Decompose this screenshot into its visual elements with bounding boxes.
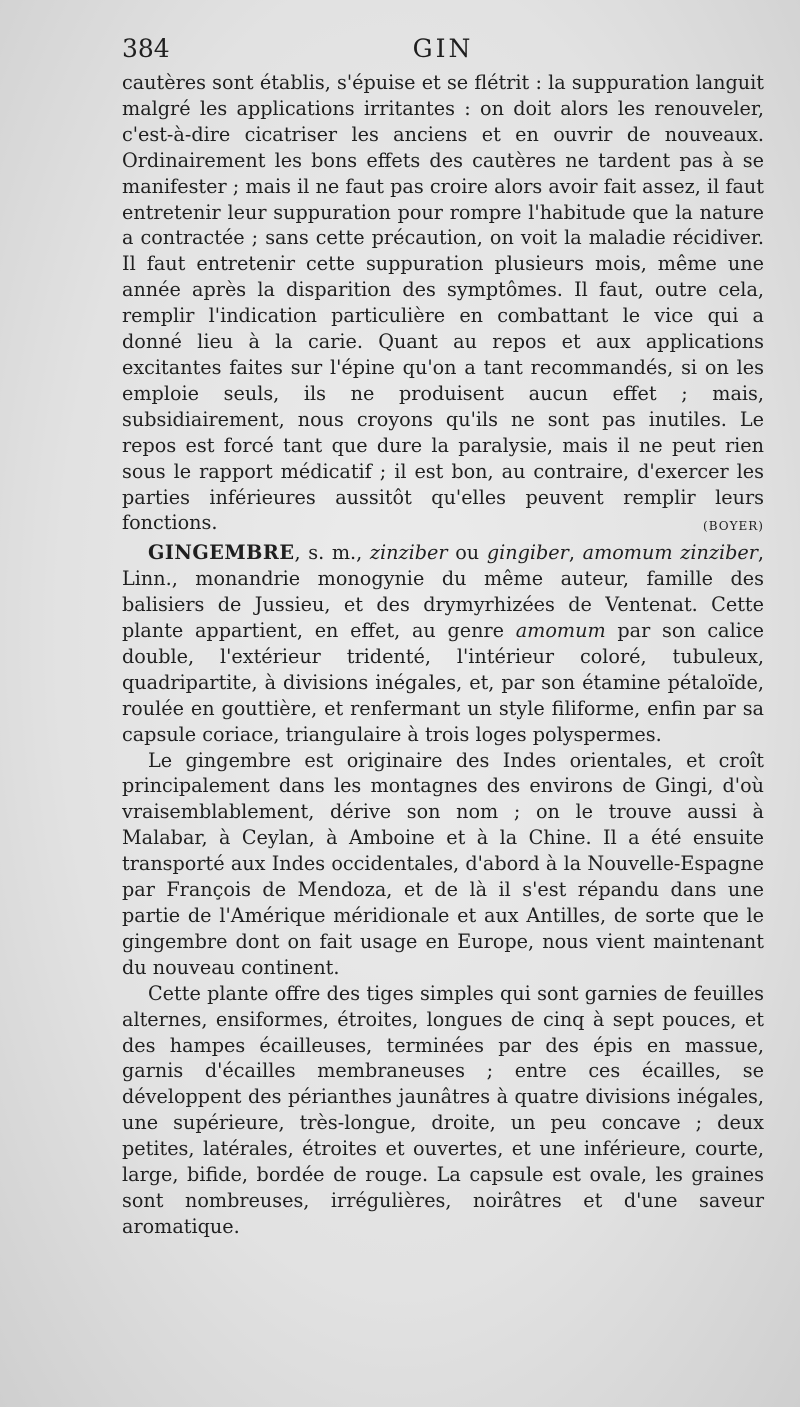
page-number: 384: [122, 34, 170, 63]
entry-text: , s. m.,: [294, 541, 370, 565]
latin-name: amomum zinziber: [582, 541, 758, 565]
running-head: GIN: [412, 34, 474, 63]
entry-text: par son calice double, l'extérieur tridenté, l'intérieur coloré, tubuleux, quadripartite, à divisions inégales, et, par son étamine pétaloïde, roulée en gouttière, et renfermant un style filiforme, enfin par sa capsule coriace, triangulaire à trois loges polyspermes.: [122, 619, 764, 746]
paragraph-description: Cette plante offre des tiges simples qui sont garnies de feuilles alternes, ensiformes, étroites, longues de cinq à sept pouces, et des hampes écailleuses, terminées par des épis en massue, garnis d'écailles membraneuses ; entre ces écailles, se développent des périanthes jaunâtres à quatre divisions inégales, une supérieure, très-longue, droite, un peu concave ; deux petites, latérales, étroites et ouvertes, et une inférieure, courte, large, bifide, bordée de rouge. La capsule est ovale, les graines sont nombreuses, irrégulières, noirâtres et d'une saveur aromatique.: [122, 981, 764, 1238]
paragraph-origin: Le gingembre est originaire des Indes orientales, et croît principalement dans les montagnes des environs de Gingi, d'où vraisemblablement, dérive son nom ; on le trouve aussi à Malabar, à Ceylan, à Amboine et à la Chine. Il a été ensuite transporté aux Indes occidentales, d'abord à la Nouvelle-Espagne par François de Mendoza, et de là il s'est répandu dans une partie de l'Amérique méridionale et aux Antilles, de sorte que le gingembre dont on fait usage en Europe, nous vient maintenant du nouveau continent.: [122, 748, 764, 979]
page-header: [122, 34, 764, 66]
entry-gingembre: [122, 540, 764, 747]
entry-headword: GINGEMBRE: [148, 541, 295, 565]
entry-text: ou: [447, 541, 487, 565]
latin-name: gingiber: [486, 541, 569, 565]
entry-text: ,: [568, 541, 583, 565]
genus-name: amomum: [515, 619, 606, 643]
page-body: [122, 70, 764, 1240]
paragraph-continued: [122, 70, 764, 536]
entry-text: , Linn., monandrie monogynie du même auteur, famille des balisiers de Jussieu, et des drymyrhizées de Ventenat. Cette plante appartient, en effet, au genre: [122, 541, 764, 643]
latin-name: zinziber: [369, 541, 448, 565]
paragraph-text: cautères sont établis, s'épuise et se flétrit : la suppuration languit malgré les applications irritantes : on doit alors les renouveler, c'est-à-dire cicatriser les anciens et en ouvrir de nouveaux. Ordinairement les bons effets des cautères ne tardent pas à se manifester ; mais il ne faut pas croire alors avoir fait assez, il faut entretenir leur suppuration pour rompre l'habitude que la nature a contractée ; sans cette précaution, on voit la maladie récidiver. Il faut entretenir cette suppuration plusieurs mois, même une année après la disparition des symptômes. Il faut, outre cela, remplir l'indication particulière en combattant le vice qui a donné lieu à la carie. Quant au repos et aux applications excitantes faites sur l'épine qu'on a tant recommandés, si on les emploie seuls, ils ne produisent aucun effet ; mais, subsidiairement, nous croyons qu'ils ne sont pas inutiles. Le repos est forcé tant que dure la paralysie, mais il ne peut rien sous le rapport médicatif ; il est bon, au contraire, d'exercer les parties inférieures aussitôt qu'elles peuvent remplir leurs fonctions.: [122, 71, 764, 535]
author-signature: (BOYER): [703, 519, 764, 534]
